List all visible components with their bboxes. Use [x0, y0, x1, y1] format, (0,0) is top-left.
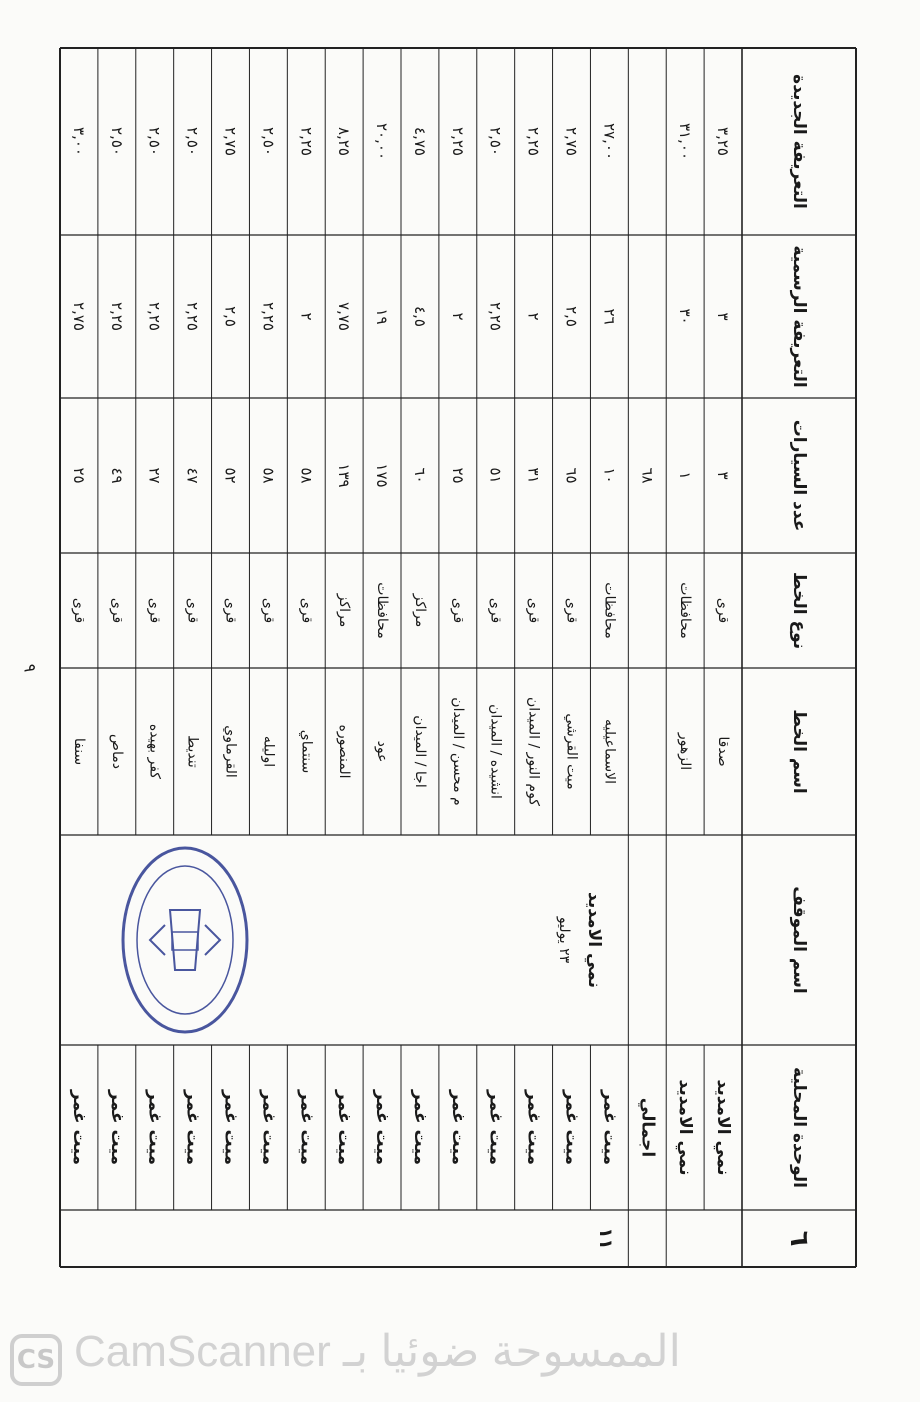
cell-car-count: ١٣٩	[335, 463, 354, 488]
cell-official-tariff: ٤,٥	[410, 306, 429, 327]
cell-car-count: ١	[676, 471, 695, 480]
cell-line-name: الاسماعيليه	[601, 719, 618, 784]
cell-official-tariff: ٢,٢٥	[259, 302, 278, 331]
cell-new-tariff: ٢,٥٠	[145, 127, 164, 156]
header-cell: نوع الخط	[789, 571, 809, 650]
cell-official-tariff: ٢,٢٥	[486, 302, 505, 331]
cell-official-tariff: ٢	[297, 312, 316, 321]
group-number: ١١	[595, 1227, 617, 1250]
header-cell: التعريفة الجديدة	[789, 74, 809, 209]
cell-line-name: انشيده / الميدان	[487, 704, 504, 799]
cell-line-type: قرى	[525, 597, 542, 624]
cell-new-tariff: ٢,٧٥	[221, 127, 240, 156]
camscanner-logo: CS	[10, 1334, 62, 1386]
cell-car-count: ٢٧	[145, 467, 164, 484]
cell-car-count: ٦٠	[410, 467, 429, 484]
cell-official-tariff: ٢,٥	[221, 306, 240, 327]
header-cell: الوحدة المحلية	[789, 1067, 809, 1188]
cell-new-tariff: ٢,٢٥	[524, 127, 543, 156]
cell-official-tariff: ٢	[448, 312, 467, 321]
cell-new-tariff: ٢٧,٠٠	[600, 123, 619, 160]
cell-car-count: ٥٨	[259, 467, 278, 484]
stamp-eagle-icon	[150, 910, 220, 970]
cell-official-tariff: ٧,٧٥	[335, 302, 354, 331]
cell-line-type: قرى	[298, 597, 315, 624]
cell-line-name: اوليله	[260, 735, 277, 768]
table-number: ٦	[784, 1230, 814, 1247]
cell-local-unit: ميت غمر	[523, 1090, 544, 1165]
cell-official-tariff: ٢,٢٥	[183, 302, 202, 331]
cell-line-type: قرى	[449, 597, 466, 624]
cell-line-name: الزهور	[677, 732, 694, 771]
cell-car-count: ٥١	[486, 467, 505, 484]
cell-new-tariff: ٢,٥٠	[486, 127, 505, 156]
cell-new-tariff: ٣١,٠٠	[676, 123, 695, 160]
cell-local-unit: ميت غمر	[106, 1090, 127, 1165]
cell-new-tariff: ٢,٥٠	[259, 127, 278, 156]
cell-local-unit: ميت غمر	[296, 1090, 317, 1165]
cell-line-type: قرى	[260, 597, 277, 624]
cell-local-unit: ميت غمر	[372, 1090, 393, 1165]
cell-official-tariff: ٢,٢٥	[145, 302, 164, 331]
cell-car-count: ٣١	[524, 467, 543, 484]
cell-local-unit: ميت غمر	[485, 1090, 506, 1165]
cell-official-tariff: ٢,٥	[562, 306, 581, 327]
cell-local-unit: ميت غمر	[68, 1090, 89, 1165]
cell-car-count: ١٧٥	[373, 463, 392, 488]
cell-local-unit: اجمالي	[637, 1097, 658, 1158]
page-number: ٩	[20, 663, 40, 673]
header-cell: اسم الخط	[789, 709, 809, 794]
cell-new-tariff: ٢,٥٠	[107, 127, 126, 156]
cell-new-tariff: ٢٠,٠٠	[373, 123, 392, 160]
cell-car-count: ٢٥	[448, 467, 467, 484]
cell-line-type: قرى	[222, 597, 239, 624]
cell-line-name: كفر بهيده	[146, 723, 163, 780]
cell-car-count: ١٠	[600, 467, 619, 484]
cell-car-count: ٥٢	[221, 467, 240, 484]
cell-line-name: كوم النور / الميدان	[525, 697, 542, 806]
cell-official-tariff: ٢,٧٥	[69, 302, 88, 331]
cell-new-tariff: ٣,٠٠	[69, 127, 88, 156]
cell-local-unit: نمي الامديد	[713, 1079, 734, 1176]
cell-official-tariff: ٢٦	[600, 308, 619, 325]
cell-car-count: ٦٨	[638, 467, 657, 484]
stamp-outer-ring	[123, 848, 247, 1032]
cell-local-unit: ميت غمر	[144, 1090, 165, 1165]
station-name: نمي الامديد	[584, 892, 605, 988]
header-cell: التعريفة الرسمية	[789, 245, 809, 388]
cell-new-tariff: ٢,٧٥	[562, 127, 581, 156]
cell-line-type: قرى	[487, 597, 504, 624]
cell-line-name: عود	[374, 740, 391, 763]
cell-line-type: قرى	[70, 597, 87, 624]
cell-local-unit: ميت غمر	[599, 1090, 620, 1165]
cell-line-type: مراكز	[411, 593, 428, 628]
cell-car-count: ٦٥	[562, 467, 581, 484]
header-cell: اسم الموقف	[789, 886, 809, 994]
camscanner-footer	[0, 1298, 920, 1402]
cell-official-tariff: ٣	[714, 312, 733, 321]
cell-local-unit: ميت غمر	[447, 1090, 468, 1165]
cell-new-tariff: ٨,٢٥	[335, 127, 354, 156]
cell-local-unit: ميت غمر	[258, 1090, 279, 1165]
header-cell: عدد السيارات	[789, 419, 809, 532]
cell-local-unit: ميت غمر	[334, 1090, 355, 1165]
cell-line-name: م محسن / الميدان	[449, 697, 466, 806]
station-subname: ٢٣ يوليو	[555, 916, 572, 964]
cell-line-name: ميت القرشي	[563, 713, 580, 790]
cell-line-type: قرى	[108, 597, 125, 624]
cell-car-count: ٤٩	[107, 467, 126, 484]
cell-line-name: صدقا	[715, 736, 732, 767]
cell-new-tariff: ٢,٢٥	[448, 127, 467, 156]
cell-car-count: ٤٧	[183, 467, 202, 484]
cell-line-type: قرى	[184, 597, 201, 624]
cell-new-tariff: ٤,٧٥	[410, 127, 429, 156]
cell-local-unit: ميت غمر	[220, 1090, 241, 1165]
cell-line-name: سنفا	[70, 737, 87, 766]
cell-official-tariff: ١٩	[373, 308, 392, 325]
cell-official-tariff: ٢,٢٥	[107, 302, 126, 331]
cell-line-type: مراكز	[336, 593, 353, 628]
cell-new-tariff: ٣,٢٥	[714, 127, 733, 156]
cell-line-type: محافظات	[601, 582, 618, 639]
cell-new-tariff: ٢,٥٠	[183, 127, 202, 156]
eagle-seal-icon	[123, 848, 247, 1032]
cell-new-tariff: ٢,٢٥	[297, 127, 316, 156]
cell-official-tariff: ٢	[524, 312, 543, 321]
cell-line-type: محافظات	[677, 582, 694, 639]
stamp-shield-icon	[172, 932, 198, 950]
cell-local-unit: ميت غمر	[409, 1090, 430, 1165]
cell-line-type: محافظات	[374, 582, 391, 639]
cell-car-count: ٥٨	[297, 467, 316, 484]
cell-line-type: قرى	[563, 597, 580, 624]
cell-line-name: اجا / الميدان	[411, 715, 428, 788]
cell-official-tariff: ٣٠	[676, 308, 695, 325]
cell-car-count: ٣	[714, 471, 733, 480]
cell-local-unit: نمي الامديد	[675, 1079, 696, 1176]
cell-line-type: قرى	[715, 597, 732, 624]
cell-line-name: سنتماي	[298, 729, 315, 774]
cell-line-name: دماص	[108, 734, 125, 769]
cell-car-count: ٢٥	[69, 467, 88, 484]
cell-line-name: المنصوره	[336, 724, 353, 779]
cell-local-unit: ميت غمر	[182, 1090, 203, 1165]
cell-line-name: القرماوي	[222, 725, 239, 778]
cell-line-name: تنديط	[184, 735, 201, 768]
cell-line-type: قرى	[146, 597, 163, 624]
camscanner-watermark: الممسوحة ضوئيا بـ CamScanner	[74, 1327, 681, 1376]
cell-local-unit: ميت غمر	[561, 1090, 582, 1165]
